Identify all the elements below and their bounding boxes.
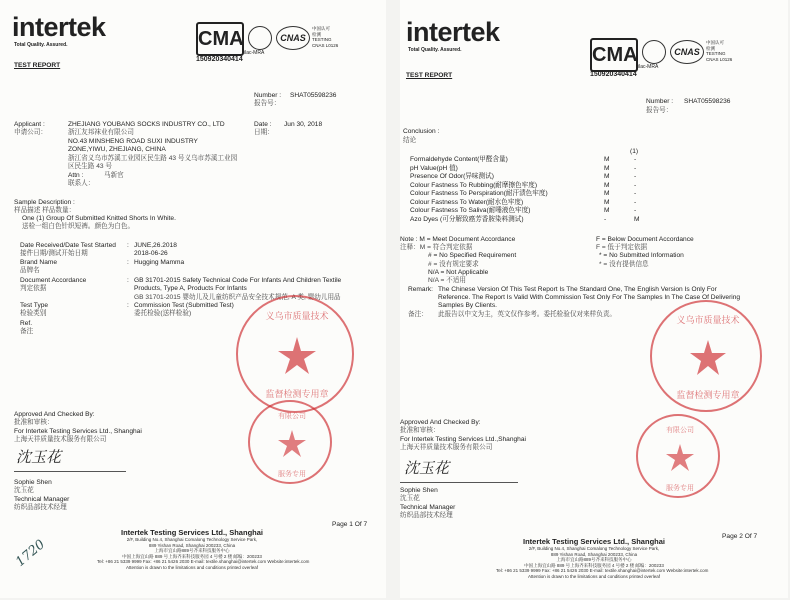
result-row bbox=[410, 199, 780, 208]
ilac-label: ilac-MRA bbox=[638, 64, 659, 70]
footer-company: Intertek Testing Services Ltd., Shanghai bbox=[523, 537, 665, 546]
result-row bbox=[410, 190, 780, 199]
signature-image: 沈玉花 bbox=[16, 448, 62, 466]
svg-text:有限公司: 有限公司 bbox=[278, 412, 306, 420]
remark-label-cn: 备注： bbox=[408, 311, 428, 318]
result-row bbox=[410, 216, 780, 225]
result-col-2: - bbox=[634, 207, 637, 214]
ref-label: Ref. bbox=[20, 320, 33, 327]
footer-address: 2/F, Building No.4, Shanghai Comalong Technology Service Park, 889 Yishan Road, Shanghai 200233, China 上海市宜山路889号齐来科技服务中心 中国上海宜山路 889 号上海齐来科技服务园 4 号楼 2 楼 邮编：200233 Tel: +86 21 5339 9999 Fax: +86 21 5426 2030 E-mail: textile.shanghai@intertek.com Website:intertek.com Attention is drawn to the limitations and conditions printed overleaf bbox=[97, 537, 310, 570]
signer-name: Sophie Shen bbox=[400, 487, 438, 494]
result-row bbox=[410, 207, 780, 216]
report-number: SHAT05598236 bbox=[290, 92, 337, 99]
result-col-1: M bbox=[604, 156, 610, 163]
logo-tagline: Total Quality. Assured. bbox=[408, 47, 462, 53]
report-number-cn: 报告号： bbox=[646, 107, 673, 114]
footer-address: 2/F, Building No.4, Shanghai Comalong Technology Service Park, 889 Yishan Road, Shanghai 200233, China 上海市宜山路889号齐来科技服务中心 中国上海宜山路 889 号上海齐来科技服务园 4 号楼 2 楼 邮编：200233 Tel: +86 21 5339 9999 Fax: +86 21 5426 2030 E-mail: textile.shanghai@intertek.com Website:intertek.com Attention is drawn to the limitations and conditions printed overleaf bbox=[496, 546, 709, 579]
result-item: Formaldehyde Content(甲醛含量) bbox=[410, 156, 508, 163]
received-value-2: 2018-06-26 bbox=[134, 250, 168, 257]
svg-text:服务专用: 服务专用 bbox=[278, 470, 306, 478]
remark-text-cn: 此报告以中文为主，英文仅作参考。委托检验仅对来样负责。 bbox=[438, 311, 617, 318]
result-col-1: M bbox=[604, 181, 610, 189]
applicant-address-cn-2: 区民生路 43 号 bbox=[68, 163, 112, 170]
date-label: Date : bbox=[254, 121, 272, 128]
applicant-name: ZHEJIANG YOUBANG SOCKS INDUSTRY CO., LTD bbox=[68, 121, 225, 128]
cma-number: 150920340414 bbox=[196, 56, 243, 63]
report-number-cn: 报告号： bbox=[254, 100, 281, 107]
applicant-address-1: NO.43 MINSHENG ROAD SUXI INDUSTRY bbox=[68, 138, 198, 145]
svg-text:服务专用: 服务专用 bbox=[666, 484, 694, 492]
doc-label: Document Accordance bbox=[20, 277, 87, 284]
applicant-address-cn-1: 浙江省义乌市苏溪工业园区民生路 43 号义乌市苏溪工业园 bbox=[68, 155, 238, 162]
logo-tagline: Total Quality. Assured. bbox=[14, 42, 68, 48]
report-page-1: intertek Total Quality. Assured. CMA 150920340414 ilac-MRA CNAS 中国认可 检测 TESTING CNAS L0126 TEST REPORT Number : SHAT05598236 报告号： Applicant : 申请公司： ZHEJIANG YOUBANG SOCKS INDUSTRY CO., LTD 浙江友邦袜业有限公司 NO.43 MINSHENG ROAD SUXI INDUSTRY ZONE,YIWU, ZHEJIANG, CHINA 浙江省义乌市苏溪工业园区民生路 43 号义乌市苏溪工业园 区民生路 43 号 Attn : 联系人： 马新官 Date : 日期： Jun 30, 2018 Sample Description : 样品描述 样品数量： One (1) Group Of Submitted Knitted Shorts In White. 送检一组白色针织短裤。颜色为白色。 Date Received/Date Test Started 接件日期/测试开始日期 : JUNE,26.2018 2018-06-26 Brand Name 品牌名 : Hugging Mamma Document Accordance 判定依据 : GB 31701-2015 Safety Technical Code For Infants And Children Textile Products, Type A, Products For Infants GB 31701-2015 婴幼儿及儿童纺织产品安全技术规范, A 类, 婴幼儿用品 Test Type 检验类别 : Commission Test (Submitted Test) 委托检验(送样检验) Ref. 备注 义乌市质量技术 监督检测专用章 Approved And Checked By: 批准和审核： For Intertek Testing Services Ltd., Shanghai 上海天祥质量技术服务有限公司 有限公司 服务专用 沈玉花 Sophie Shen 沈玉花 Technical Manager 纺织品部技术经理 Page 1 Of 7 1720 Intertek Testing Services Ltd., Shanghai 2/F, Building No.4, Shanghai Comalong Technology Service Park, 889 Yishan Road, Shanghai 200233, China 上海市宜山路889号齐来科技服务中心 中国上海宜山路 889 号上海齐来科技服务园 4 号楼 2 楼 邮编：200233 Tel: +86 21 5339 9999 Fax: +86 21 5426 2030 E-mail: textile.shanghai@intertek.com Website:intertek.com Attention is drawn to the limitations and conditions printed overleaf bbox=[0, 0, 386, 598]
remark-label: Remark: bbox=[408, 286, 433, 293]
approved-company: For Intertek Testing Services Ltd.,Shanghai bbox=[400, 436, 526, 443]
ref-label-cn: 备注 bbox=[20, 328, 34, 335]
test-type-label-cn: 检验类别 bbox=[20, 310, 47, 317]
cnas-text: 中国认可 检测 TESTING CNAS L0126 bbox=[706, 40, 733, 62]
company-seal-small-icon bbox=[248, 400, 332, 484]
approved-company-cn: 上海天祥质量技术服务有限公司 bbox=[14, 436, 107, 443]
sample-desc-label-cn: 样品描述 样品数量： bbox=[14, 207, 76, 214]
result-row bbox=[410, 182, 780, 191]
result-item: Colour Fastness To Water(耐水色牢度) bbox=[410, 198, 524, 206]
sample-desc-value-cn: 送检一组白色针织短裤。颜色为白色。 bbox=[22, 223, 135, 230]
result-row bbox=[410, 165, 780, 174]
applicant-address-2: ZONE,YIWU, ZHEJIANG, CHINA bbox=[68, 146, 166, 153]
brand-label: Brand Name bbox=[20, 259, 58, 266]
number-label: Number : bbox=[254, 92, 282, 99]
company-seal-stamp-icon bbox=[236, 295, 354, 413]
received-label: Date Received/Date Test Started bbox=[20, 242, 116, 249]
test-type-value: Commission Test (Submitted Test) bbox=[134, 302, 234, 309]
signature-image: 沈玉花 bbox=[404, 459, 450, 477]
signer-title: Technical Manager bbox=[14, 496, 70, 503]
cma-mark-icon: CMA bbox=[196, 22, 244, 56]
signer-name: Sophie Shen bbox=[14, 479, 52, 486]
test-type-value-cn: 委托检验(送样检验) bbox=[134, 310, 192, 317]
doc-value-2: Products, Type A, Products For Infants bbox=[134, 285, 247, 292]
remark-text-2: Reference. The Report Is Valid With Commission Test Only For The Samples In The Case Of Delivering bbox=[438, 294, 741, 301]
approved-company-cn: 上海天祥质量技术服务有限公司 bbox=[400, 444, 493, 451]
cnas-text: 中国认可 检测 TESTING CNAS L0126 bbox=[312, 26, 339, 48]
report-number: SHAT05598236 bbox=[684, 98, 731, 105]
svg-text:有限公司: 有限公司 bbox=[666, 426, 694, 434]
result-row bbox=[410, 156, 780, 165]
received-label-cn: 接件日期/测试开始日期 bbox=[20, 250, 88, 257]
brand-value: Hugging Mamma bbox=[134, 259, 185, 266]
svg-text:义乌市质量技术: 义乌市质量技术 bbox=[265, 312, 329, 322]
attn-label-cn: 联系人： bbox=[68, 180, 95, 187]
applicant-label-cn: 申请公司： bbox=[14, 129, 47, 136]
result-item: Colour Fastness To Rubbing(耐摩擦色牢度) bbox=[410, 181, 538, 189]
results-table bbox=[410, 156, 780, 228]
signature-line bbox=[14, 471, 126, 472]
cnas-icon: CNAS bbox=[276, 26, 310, 50]
result-col-2: - bbox=[634, 181, 637, 189]
ilac-label: ilac-MRA bbox=[244, 50, 265, 56]
received-value: JUNE,26.2018 bbox=[134, 242, 177, 249]
result-row bbox=[410, 173, 780, 182]
doc-value-1: GB 31701-2015 Safety Technical Code For Infants And Children Textile bbox=[134, 277, 342, 284]
cnas-icon: CNAS bbox=[670, 40, 704, 64]
signer-name-cn: 沈玉花 bbox=[14, 487, 34, 494]
result-col-2: - bbox=[634, 164, 637, 172]
cma-number: 150920340414 bbox=[590, 71, 637, 78]
report-page-2 bbox=[400, 0, 788, 598]
result-col-2: - bbox=[634, 156, 637, 163]
result-item: Presence Of Odor(异味测试) bbox=[410, 173, 494, 180]
sample-desc-value: One (1) Group Of Submitted Knitted Shorts In White. bbox=[22, 215, 176, 222]
approved-company: For Intertek Testing Services Ltd., Shanghai bbox=[14, 428, 142, 435]
page-number: Page 1 Of 7 bbox=[332, 521, 368, 528]
signer-title-cn: 纺织品部技术经理 bbox=[14, 504, 67, 511]
signer-title-cn: 纺织品部技术经理 bbox=[400, 512, 453, 519]
company-seal-small-icon bbox=[636, 414, 720, 498]
date-label-cn: 日期： bbox=[254, 129, 274, 136]
applicant-name-cn: 浙江友邦袜业有限公司 bbox=[68, 129, 134, 136]
approved-label: Approved And Checked By: bbox=[400, 419, 481, 426]
sample-desc-label: Sample Description : bbox=[14, 199, 75, 206]
signature-line bbox=[400, 482, 518, 483]
intertek-logo: intertek bbox=[406, 17, 500, 47]
result-col-1: - bbox=[604, 215, 607, 223]
approved-label-cn: 批准和审核： bbox=[400, 427, 440, 434]
number-label: Number : bbox=[646, 98, 674, 105]
result-col-2: - bbox=[634, 190, 637, 197]
applicant-label: Applicant : bbox=[14, 121, 45, 128]
company-seal-stamp-icon bbox=[650, 300, 762, 412]
result-col-1: M bbox=[604, 173, 610, 180]
ilac-icon bbox=[248, 26, 272, 50]
result-col-2: - bbox=[634, 198, 637, 206]
approved-label-cn: 批准和审核： bbox=[14, 419, 54, 426]
signer-name-cn: 沈玉花 bbox=[400, 495, 420, 502]
approved-label: Approved And Checked By: bbox=[14, 411, 95, 418]
cma-mark-icon: CMA bbox=[590, 38, 638, 72]
result-col-2: M bbox=[634, 215, 640, 223]
remark-text-3: Samples By Clients. bbox=[438, 302, 497, 309]
brand-label-cn: 品牌名 bbox=[20, 267, 40, 274]
result-col-2: - bbox=[634, 173, 637, 180]
test-type-label: Test Type bbox=[20, 302, 49, 309]
doc-label-cn: 判定依据 bbox=[20, 285, 47, 292]
attn-label: Attn : bbox=[68, 172, 84, 179]
report-title: TEST REPORT bbox=[14, 62, 61, 69]
intertek-logo: intertek bbox=[12, 12, 106, 42]
report-date: Jun 30, 2018 bbox=[284, 121, 323, 128]
result-item: pH Value(pH 值) bbox=[410, 164, 458, 172]
result-col-1: M bbox=[604, 207, 610, 214]
result-item: Colour Fastness To Perspiration(耐汗渍色牢度) bbox=[410, 190, 548, 197]
results-column-header: (1) bbox=[630, 148, 639, 155]
report-title: TEST REPORT bbox=[406, 72, 453, 79]
page-number: Page 2 Of 7 bbox=[722, 533, 758, 540]
result-item: Azo Dyes (可分解致癌芳香胺染料测试) bbox=[410, 215, 524, 223]
result-col-1: M bbox=[604, 164, 610, 172]
result-col-1: M bbox=[604, 198, 610, 206]
svg-text:义乌市质量技术: 义乌市质量技术 bbox=[676, 316, 740, 326]
signer-title: Technical Manager bbox=[400, 504, 456, 511]
footer-company: Intertek Testing Services Ltd., Shanghai bbox=[121, 528, 263, 537]
attn-value: 马新官 bbox=[104, 172, 124, 179]
handwritten-note: 1720 bbox=[13, 537, 49, 570]
legend-right: F = Below Document Accordance F = 低于判定依据 * = No Submitted Information * = 没有提供信息 bbox=[596, 236, 694, 268]
conclusion-label: Conclusion : bbox=[403, 128, 440, 135]
result-item: Colour Fastness To Saliva(耐唾液色牢度) bbox=[410, 207, 531, 214]
conclusion-label-cn: 结论 bbox=[403, 137, 417, 144]
doc-value-cn: GB 31701-2015 婴幼儿及儿童纺织产品安全技术规范, A 类, 婴幼儿用品 bbox=[134, 294, 341, 301]
ilac-icon bbox=[642, 40, 666, 64]
result-col-1: M bbox=[604, 190, 610, 197]
svg-text:监督检测专用章: 监督检测专用章 bbox=[265, 390, 329, 400]
legend-left: Note : M = Meet Document Accordance 注释：M = 符合判定依据 # = No Specified Requirement # = 没有规定要求 N/A = Not Applicable N/A = 不适用 bbox=[400, 236, 517, 285]
svg-text:监督检测专用章: 监督检测专用章 bbox=[676, 391, 740, 401]
remark-text-1: The Chinese Version Of This Test Report Is The Standard One, The English Version Is Only For bbox=[438, 286, 717, 293]
